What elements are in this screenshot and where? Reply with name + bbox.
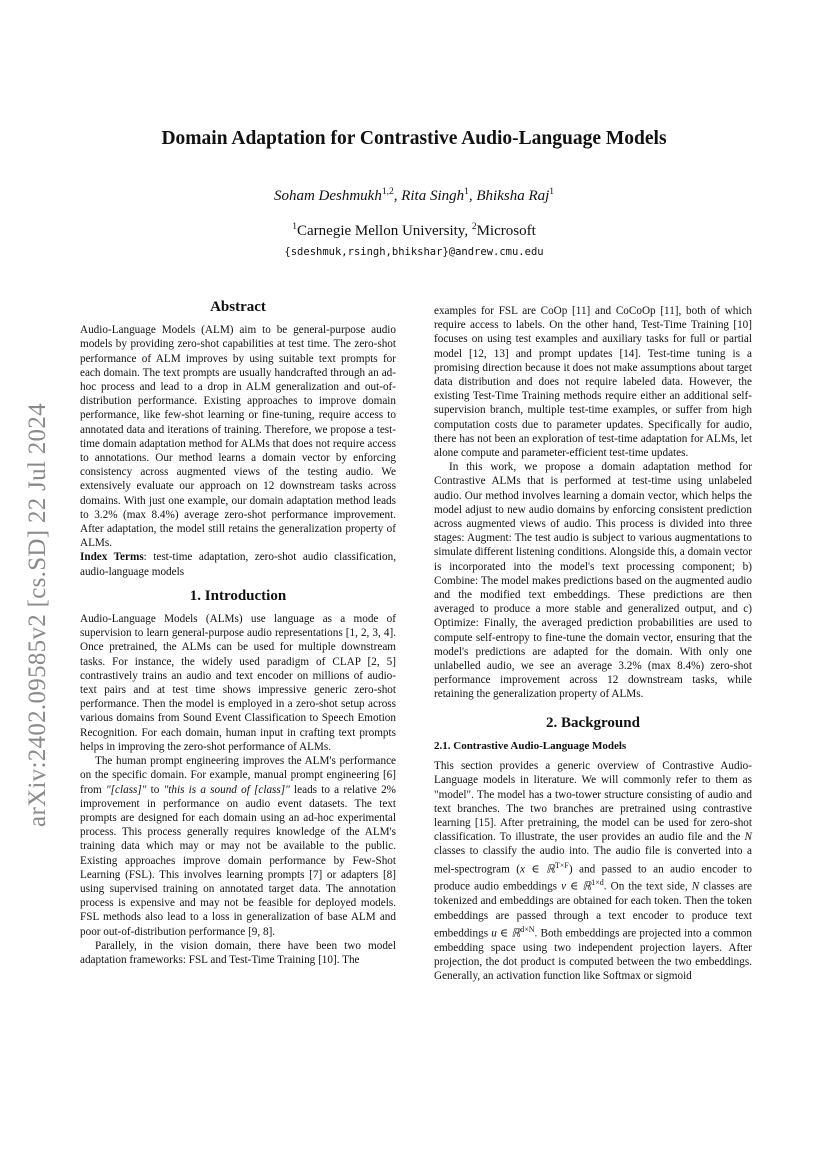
abstract-text: Audio-Language Models (ALM) aim to be general-purpose audio models by providing zero-shot capabilities at test time. The zero-shot performance of ALM improves by using suitable text prompts for each domain. The text prompts are usually handcrafted through an ad-hoc process and lead to a drop in ALM generalization and out-of-distribution performance. Existing approaches to improve domain performance, like few-shot learning or fine-tuning, require access to annotated data and iterations of training. Therefore, we propose a test-time domain adaptation method for ALMs that does not require access to annotations. Our method learns a domain vector by enforcing consistency across augmented views of the testing audio. We extensively evaluate our approach on 12 downstream tasks across domains. With just one example, our domain adaptation method leads to 3.2% (max 8.4%) average zero-shot performance improvement. After adaptation, the model still retains the generalization property of ALMs. bbox=[80, 324, 396, 550]
author-list: Soham Deshmukh$^{1,2}$, Rita Singh$^1$, Bhiksha Raj$^1$ bbox=[273, 187, 555, 204]
background-heading: 2. Background bbox=[546, 714, 640, 731]
right-column bbox=[434, 304, 752, 983]
author-affiliation-mark: 1 bbox=[464, 187, 469, 197]
intro-paragraph: Audio-Language Models (ALMs) use language as a mode of supervision to learn general-purpose audio representations [1, 2, 3, 4]. Once pretrained, the ALMs can be used for multiple downstream tasks. For instance, the widely used paradigm of CLAP [2, 5] contrastively trains an audio and text encoder on millions of audio-text pairs and at test time shows impressive generic zero-shot performance. Then the model is employed in a zero-shot setup across various domains from Sound Event Classification to Speech Emotion Recognition. For each domain, human input in crafting text prompts helps in improving the zero-shot performance of ALMs. bbox=[80, 613, 396, 753]
intro-paragraph: examples for FSL are CoOp [11] and CoCoOp [11], both of which require access to labels. On the other hand, Test-Time Training [10] focuses on using test examples and auxiliary tasks for full or partial model [12, 13] and prompt updates [14]. Test-time tuning is a promising direction because it does not make assumptions about target data distribution and does not require labeled data. However, the existing Test-Time Training methods require either an additional self-supervision branch, multiple test-time examples, or suffer from high computation costs due to parameter updates. Specifically for audio, there has not been an exploration of test-time adaptation for ALMs, let alone compute and parameter-efficient test-time updates. bbox=[434, 305, 752, 460]
arxiv-identifier: arXiv:2402.09585v2 [cs.SD] 22 Jul 2024 bbox=[24, 403, 51, 827]
author-affiliation-mark: 1 bbox=[549, 187, 555, 197]
author-name: Rita Singh bbox=[401, 188, 465, 204]
author-affiliation-mark: 1,2 bbox=[381, 187, 394, 197]
author-name: Bhiksha Raj bbox=[476, 188, 550, 204]
intro-paragraph: In this work, we propose a domain adaptation method for Contrastive ALMs that is performed at test-time using unlabeled audio. Our method involves learning a domain vector, which helps the model adjust to new audio domains by enforcing consistent prediction across augmented views of audio. This process is divided into three stages: Augment: The test audio is subject to various augmentations to simulate different listening conditions. Alongside this, a domain vector is incorporated into the model's text processing component; b) Combine: The model makes predictions based on the augmented audio and the modified text embeddings. These predictions are then averaged to produce a more stable and generalized output, and c) Optimize: Finally, the averaged prediction probabilities are used to compute self-entropy to fine-tune the domain vector, ensuring that the model's predictions are adapted for the domain. With only one unlabelled audio, we see an average 3.2% (max 8.4%) zero-shot performance improvement across 12 downstream tasks, while retaining the generalization property of ALMs. bbox=[434, 461, 752, 701]
arxiv-sidebar bbox=[18, 375, 58, 855]
affiliation-name: Microsoft bbox=[476, 223, 536, 239]
intro-paragraph: The human prompt engineering improves the ALM's performance on the specific domain. For example, manual prompt engineering [6] from "[class]" to "this is a sound of [class]" leads to a relative 2% improvement in performance on audio event datasets. The text prompts are designed for each domain using an ad-hoc experimental process. This process generally requires knowledge of the ALM's training data which may or may not be available to the public. Existing approaches improve domain performance by Few-Shot Learning (FSL). This involves learning prompts [7] or adapters [8] using supervised training on annotated target data. The annotation process is expensive and may not be feasible for deployed models. FSL methods also lead to a loss in generalization of base ALM and poor out-of-distribution performance [9, 8]. bbox=[80, 755, 397, 938]
paper-title: Domain Adaptation for Contrastive Audio-Language Models bbox=[161, 128, 667, 149]
affiliation-list: $^1$Carnegie Mellon University, $^2$Microsoft bbox=[292, 222, 536, 239]
intro-paragraph: Parallely, in the vision domain, there have been two model adaptation frameworks: FSL and Test-Time Training [10]. The bbox=[80, 939, 396, 966]
index-terms: Index Terms: test-time adaptation, zero-shot audio classification, audio-language models bbox=[80, 551, 396, 578]
affiliation-name: Carnegie Mellon University bbox=[297, 223, 465, 239]
math-expression: x ∈ ℝ bbox=[519, 863, 556, 876]
author-email: {sdeshmuk,rsingh,bhikshar}@andrew.cmu.edu bbox=[284, 246, 544, 258]
background-paragraph: This section provides a generic overview of Contrastive Audio-Language models in literature. We will commonly refer to them as "model". The model has a two-tower structure consisting of audio and text branches. The two branches are pretrained using contrastive learning [15]. After pretraining, the model can be used for zero-shot classification. To illustrate, the user provides an audio file and the N classes to classify the audio into. The audio file is converted into a mel-spectrogram (x ∈ ℝ$^{T\times F}$) and passed to an audio encoder to produce audio embeddings v ∈ ℝ$^{1\times d}$. On the text side, N classes are tokenized and embeddings are obtained for each token. Then the token embeddings are passed through a text encoder to produce text embeddings u ∈ ℝ$^{d\times N}$. Both embeddings are projected into a common embedding space using two independent projection layers. After projection, the dot product is computed between the two embeddings. Generally, an activation function like Softmax or sigmoid bbox=[434, 760, 753, 983]
math-expression: u ∈ ℝ bbox=[491, 927, 521, 940]
introduction-heading: 1. Introduction bbox=[189, 587, 287, 604]
subsection-heading: 2.1. Contrastive Audio-Language Models bbox=[434, 739, 627, 752]
abstract-heading: Abstract bbox=[210, 299, 266, 315]
math-expression: v ∈ ℝ bbox=[561, 881, 592, 894]
author-name: Soham Deshmukh bbox=[273, 188, 382, 204]
left-column bbox=[80, 300, 396, 967]
